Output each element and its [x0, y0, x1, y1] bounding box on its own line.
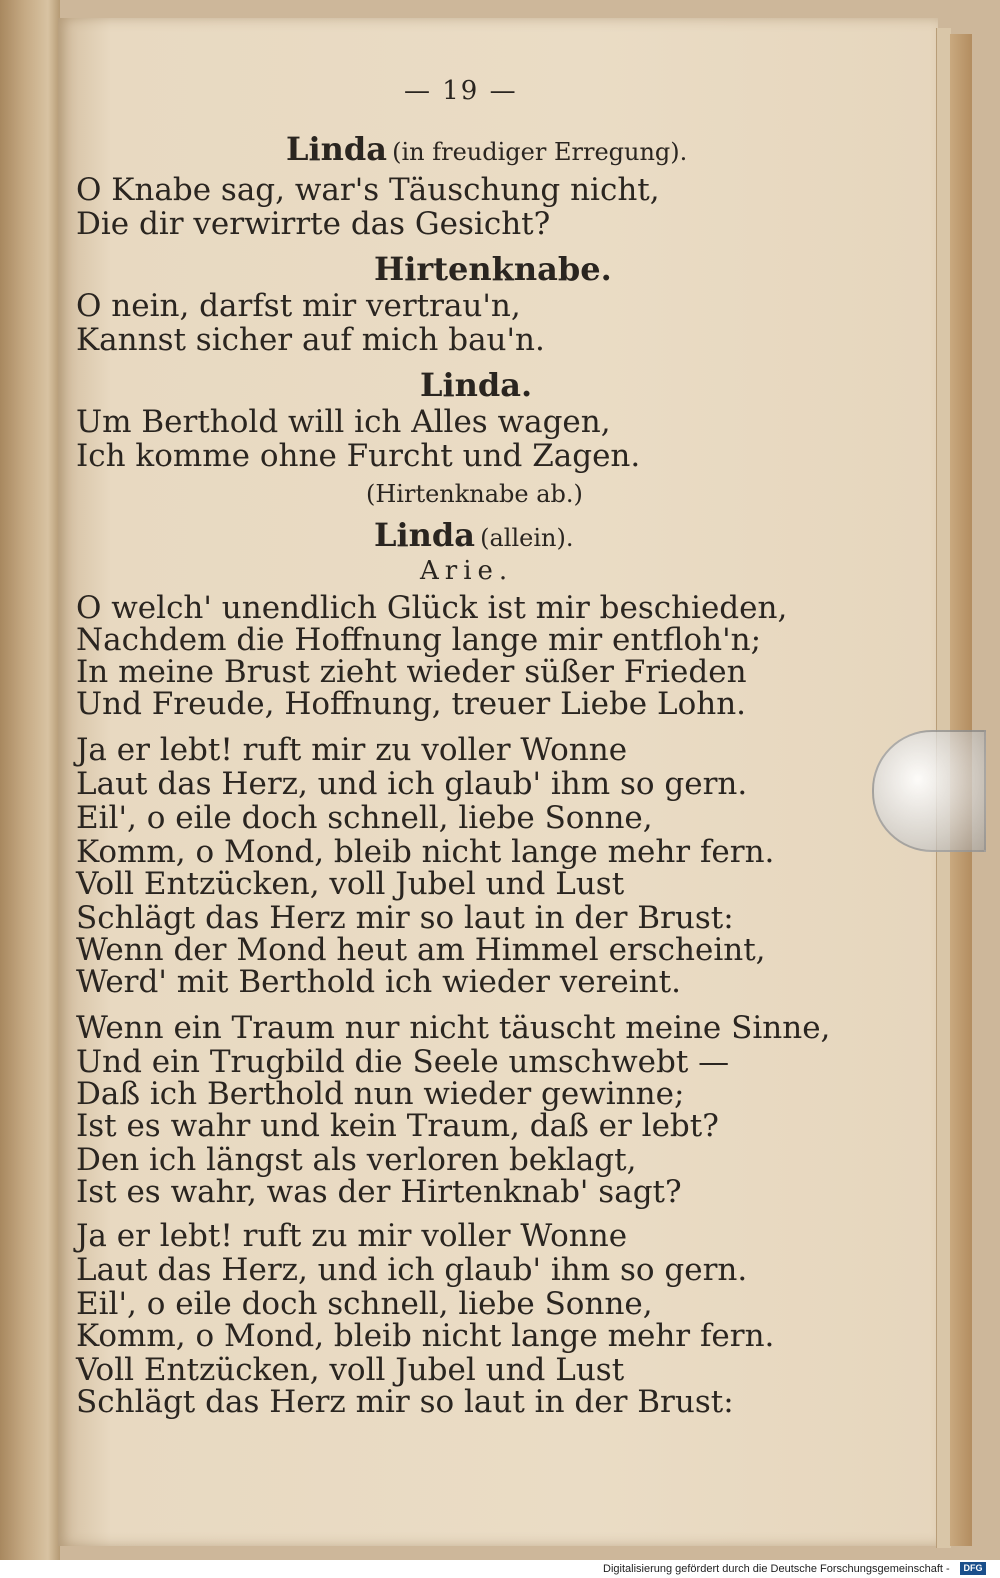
speaker-heading	[374, 516, 573, 554]
footer-bar	[0, 1560, 1000, 1578]
page-clip	[872, 730, 986, 852]
speaker-name: Linda.	[420, 366, 533, 404]
verse-line: Laut das Herz, und ich glaub' ihm so gern.	[76, 766, 748, 802]
speaker-name: Linda	[374, 516, 476, 554]
aria-heading: Arie.	[420, 556, 514, 586]
verse-line: Ja er lebt! ruft zu mir voller Wonne	[76, 1218, 628, 1254]
verse-line: Den ich längst als verloren beklagt,	[76, 1142, 637, 1178]
dfg-logo: DFG	[960, 1562, 986, 1575]
verse-line: Laut das Herz, und ich glaub' ihm so gern.	[76, 1252, 748, 1288]
verse-line: Die dir verwirrte das Gesicht?	[76, 206, 551, 242]
verse-line: Und ein Trugbild die Seele umschwebt —	[76, 1044, 730, 1080]
verse-line: Daß ich Berthold nun wieder gewinne;	[76, 1076, 685, 1112]
speaker-name: Hirtenknabe.	[374, 250, 612, 288]
verse-line: O Knabe sag, war's Täuschung nicht,	[76, 172, 660, 208]
verse-line: Ist es wahr und kein Traum, daß er lebt?	[76, 1108, 719, 1144]
verse-line: Ja er lebt! ruft mir zu voller Wonne	[76, 732, 628, 768]
stage-direction: (Hirtenknabe ab.)	[366, 480, 583, 508]
page-number: — 19 —	[404, 76, 518, 106]
speaker-direction: (allein).	[480, 524, 574, 552]
speaker-heading	[286, 130, 687, 168]
verse-line: Eil', o eile doch schnell, liebe Sonne,	[76, 1286, 653, 1322]
footer-credit: Digitalisierung gefördert durch die Deutsche Forschungsgemeinschaft -	[603, 1563, 950, 1575]
verse-line: Komm, o Mond, bleib nicht lange mehr fern.	[76, 1318, 775, 1354]
verse-line: Schlägt das Herz mir so laut in der Brust:	[76, 900, 734, 936]
verse-line: In meine Brust zieht wieder süßer Frieden	[76, 654, 747, 690]
verse-line: Und Freude, Hoffnung, treuer Liebe Lohn.	[76, 686, 747, 722]
previous-page-edge	[0, 0, 60, 1560]
verse-line: Kannst sicher auf mich bau'n.	[76, 322, 545, 358]
verse-line: O welch' unendlich Glück ist mir beschieden,	[76, 590, 788, 626]
verse-line: Ich komme ohne Furcht und Zagen.	[76, 438, 641, 474]
verse-line: Wenn der Mond heut am Himmel erscheint,	[76, 932, 766, 968]
verse-line: Ist es wahr, was der Hirtenknab' sagt?	[76, 1174, 682, 1210]
speaker-direction: (in freudiger Erregung).	[392, 138, 688, 166]
verse-line: Eil', o eile doch schnell, liebe Sonne,	[76, 800, 653, 836]
verse-line: Um Berthold will ich Alles wagen,	[76, 404, 611, 440]
verse-line: Schlägt das Herz mir so laut in der Brust:	[76, 1384, 734, 1420]
verse-line: O nein, darfst mir vertrau'n,	[76, 288, 521, 324]
verse-line: Werd' mit Berthold ich wieder vereint.	[76, 964, 681, 1000]
verse-line: Voll Entzücken, voll Jubel und Lust	[76, 866, 625, 902]
verse-line: Nachdem die Hoffnung lange mir entfloh'n;	[76, 622, 762, 658]
verse-line: Komm, o Mond, bleib nicht lange mehr fern.	[76, 834, 775, 870]
speaker-name: Linda	[286, 130, 388, 168]
verse-line: Wenn ein Traum nur nicht täuscht meine Sinne,	[76, 1010, 831, 1046]
verse-line: Voll Entzücken, voll Jubel und Lust	[76, 1352, 625, 1388]
